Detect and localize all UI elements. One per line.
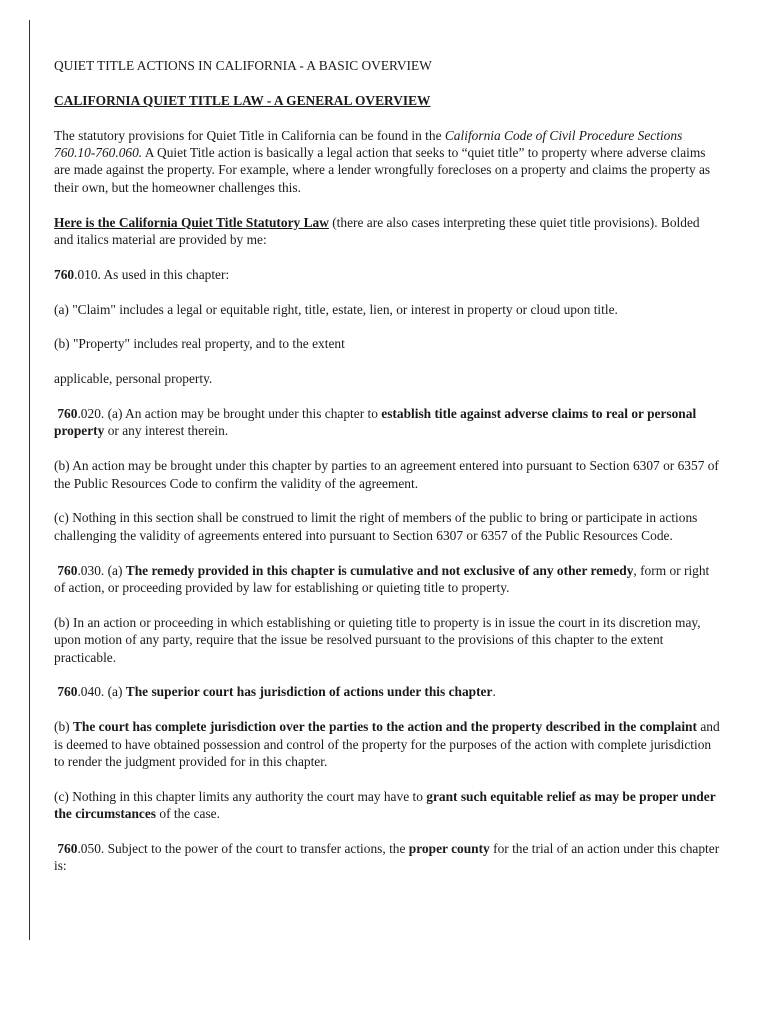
section-760-010-b-line2: applicable, personal property. — [54, 371, 213, 387]
section-760-020-a — [54, 405, 720, 440]
section-text: of the case. — [156, 806, 220, 822]
section-760-040-b — [54, 718, 720, 770]
section-text: (a) — [104, 562, 126, 578]
section-760-020-b: (b) An action may be brought under this chapter by parties to an agreement entered into pursuant to Section 6307 or 6357 of the Public Resources Code to confirm the validity of the agreement. — [54, 458, 719, 491]
section-text: (c) Nothing in this chapter limits any authority the court may have to — [54, 788, 427, 804]
section-text: or any interest therein. — [104, 423, 229, 439]
section-text: . — [492, 684, 496, 700]
section-text: As used in this chapter: — [100, 266, 230, 282]
section-suffix: .010. — [74, 266, 101, 282]
section-text: (a) An action may be brought under this chapter to — [104, 406, 382, 421]
section-text: Subject to the power of the court to transfer actions, the — [104, 841, 409, 857]
section-760-030-b: (b) In an action or proceeding in which establishing or quieting title to property is in issue the court in its discretion may, upon motion of any party, require that the issue be resolved pursuant to the provisions of this chapter to the extent practicable. — [54, 614, 701, 665]
section-number: 760 — [57, 684, 78, 700]
statute-intro-paragraph — [54, 214, 720, 249]
section-760-040-c — [54, 788, 720, 823]
bold-emphasis: The superior court has jurisdiction of actions under this chapter — [125, 684, 493, 700]
statute-law-link[interactable]: Here is the California Quiet Title Statutory Law — [54, 214, 329, 230]
section-text: for the trial of an action under this chapter is: — [54, 841, 720, 874]
section-760-030-a — [54, 562, 720, 597]
intro-text-1: The statutory provisions for Quiet Title in California can be found in the — [54, 127, 445, 143]
section-suffix: .040. — [77, 684, 105, 700]
section-760-010 — [54, 266, 720, 283]
section-number: 760 — [57, 841, 78, 857]
section-number: 760 — [57, 406, 78, 421]
statute-intro-text: (there are also cases interpreting these quiet title provisions). Bolded and italics material are provided by me: — [54, 214, 700, 248]
bold-emphasis: establish title against adverse claims to real or personal property — [54, 406, 697, 439]
section-heading: CALIFORNIA QUIET TITLE LAW - A GENERAL OVERVIEW — [54, 92, 431, 108]
intro-citation: California Code of Civil Procedure Sections 760.10-760.060. — [54, 127, 683, 160]
section-suffix: .030. — [77, 562, 105, 578]
section-text: and is deemed to have obtained possession and control of the property for the purposes of the action with complete jurisdiction to render the judgment provided for in this chapter. — [54, 719, 720, 770]
section-760-010-a: (a) "Claim" includes a legal or equitable right, title, estate, lien, or interest in property or cloud upon title. — [54, 301, 618, 317]
left-margin-rule — [29, 20, 30, 940]
section-text: (a) — [104, 684, 126, 700]
section-760-050 — [54, 840, 720, 875]
section-number: 760 — [57, 562, 78, 578]
section-suffix: .020. — [77, 406, 105, 421]
intro-paragraph — [54, 127, 720, 197]
section-760-020-c: (c) Nothing in this section shall be construed to limit the right of members of the public to bring or participate in actions challenging the validity of agreements entered into pursuant to Section 6307 or 6357 of the Public Resources Code. — [54, 510, 698, 543]
bold-emphasis: The court has complete jurisdiction over the parties to the action and the property described in the complaint — [72, 719, 697, 735]
document-body — [54, 57, 720, 892]
section-760-010-b-line1: (b) "Property" includes real property, and to the extent — [54, 336, 345, 352]
section-suffix: .050. — [77, 841, 105, 857]
bold-emphasis: The remedy provided in this chapter is cumulative and not exclusive of any other remedy — [125, 562, 634, 578]
intro-text-2: A Quiet Title action is basically a legal action that seeks to “quiet title” to property where adverse claims are made against the property. For example, where a lender wrongfully forecloses on a property and claims the property as their own, but the homeowner challenges this. — [54, 145, 711, 195]
section-760-040-a — [54, 683, 720, 700]
bold-emphasis: grant such equitable relief as may be proper under the circumstances — [54, 788, 716, 822]
section-text: , form or right of action, or proceeding provided by law for establishing or quieting title to property. — [54, 562, 710, 596]
section-text: (b) — [54, 719, 73, 735]
bold-emphasis: proper county — [408, 841, 490, 857]
document-title: QUIET TITLE ACTIONS IN CALIFORNIA - A BASIC OVERVIEW — [54, 58, 432, 73]
section-number: 760 — [54, 266, 75, 282]
